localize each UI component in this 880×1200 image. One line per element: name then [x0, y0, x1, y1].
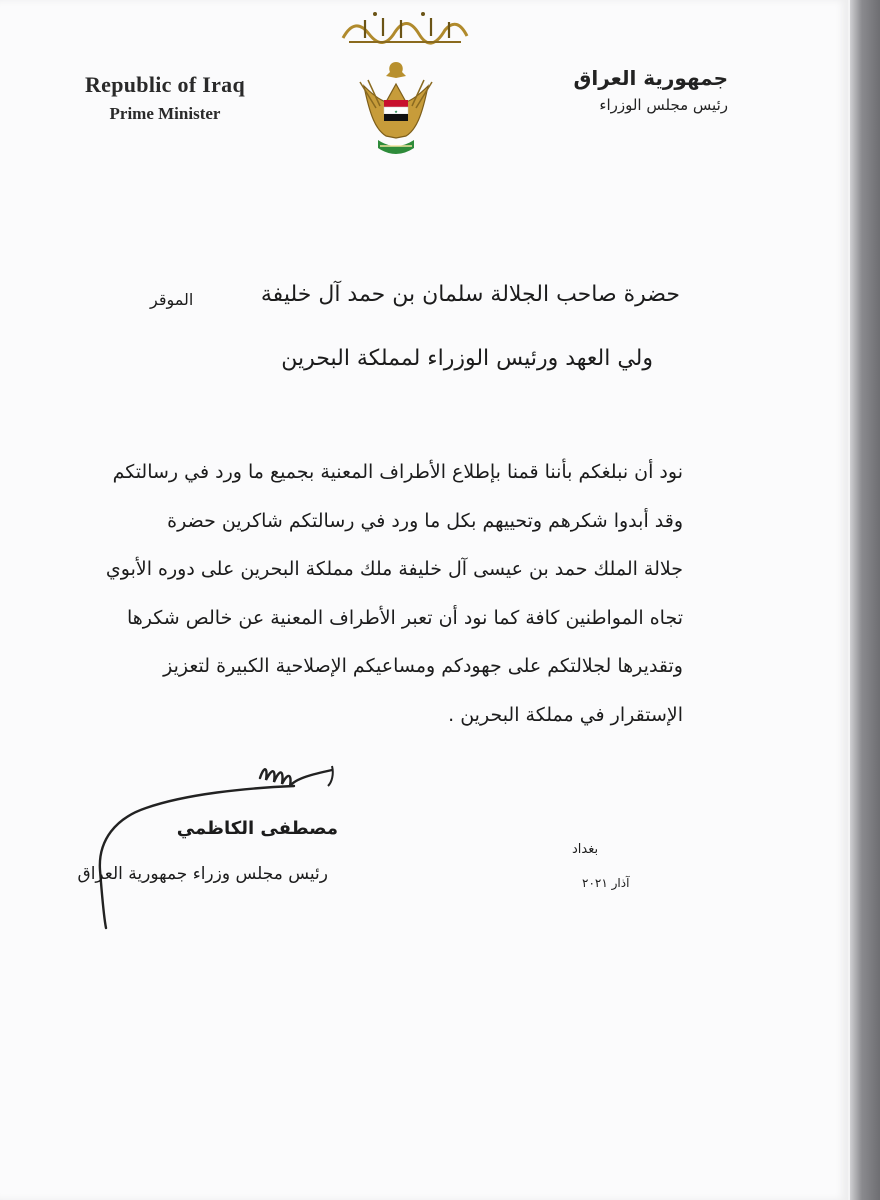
signatory-title: رئيس مجلس وزراء جمهورية العراق: [77, 864, 328, 884]
body-line: نود أن نبلغكم بأننا قمنا بإطلاع الأطراف المعنية بجميع ما ورد في رسالتكم: [112, 461, 683, 483]
letterhead-english: [60, 72, 270, 124]
body-line: تجاه المواطنين كافة كما نود أن تعبر الأطراف المعنية عن خالص شكرها: [127, 606, 683, 629]
body-line: جلالة الملك حمد بن عيسى آل خليفة ملك مملكة البحرين على دوره الأبوي: [105, 558, 683, 580]
office-name-en: Prime Minister: [109, 104, 221, 123]
letter-body: [63, 448, 683, 739]
handwritten-signature: [96, 760, 346, 930]
dateline-date: آذار ٢٠٢١: [582, 876, 630, 890]
body-line: الإستقرار في مملكة البحرين .: [448, 703, 683, 726]
iraq-eagle-emblem-icon: [356, 56, 436, 166]
svg-text:★: ★: [394, 109, 398, 114]
addressee-line-2: ولي العهد ورئيس الوزراء لمملكة البحرين: [281, 346, 653, 371]
letterhead-arabic: [488, 66, 728, 114]
body-line: وتقديرها لجلالتكم على جهودكم ومساعيكم الإصلاحية الكبيرة لتعزيز: [163, 655, 683, 677]
dateline-city: بغداد: [572, 842, 599, 857]
country-name-en: Republic of Iraq: [84, 72, 246, 97]
signatory-name: مصطفى الكاظمي: [176, 818, 338, 839]
scan-edge-shadow: [850, 0, 880, 1200]
basmala-calligraphy: [335, 8, 475, 48]
office-name-ar: رئيس مجلس الوزراء: [599, 96, 728, 114]
addressee-honorific: الموقر: [150, 290, 194, 309]
country-name-ar: جمهورية العراق: [573, 66, 728, 90]
addressee-line-1: حضرة صاحب الجلالة سلمان بن حمد آل خليفة: [260, 282, 680, 307]
body-line: وقد أبدوا شكرهم وتحييهم بكل ما ورد في رسالتكم شاكرين حضرة: [167, 509, 683, 532]
